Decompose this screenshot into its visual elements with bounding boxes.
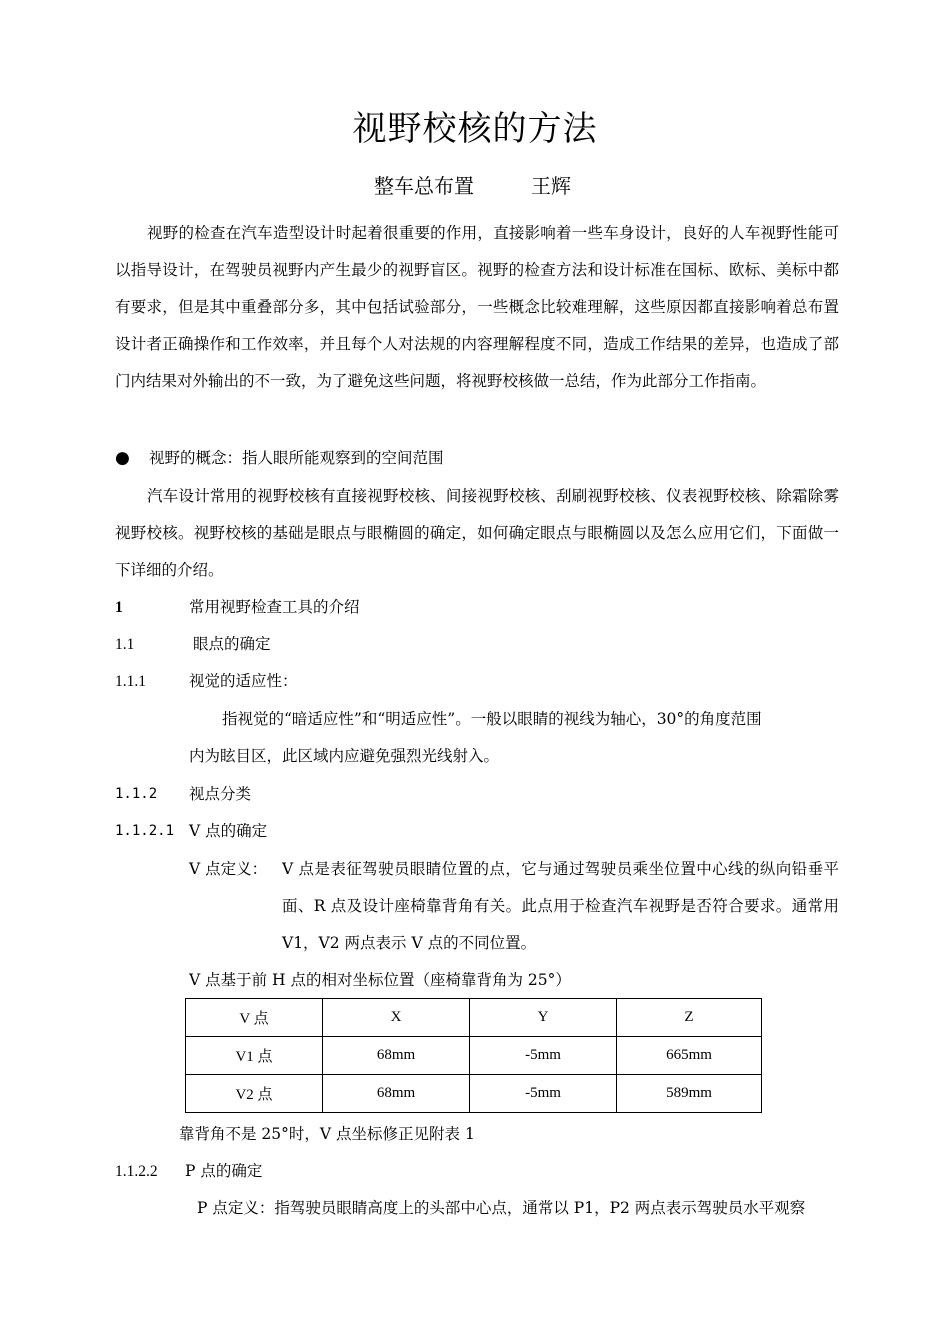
section-heading: 常用视野检查工具的介绍 bbox=[189, 598, 360, 616]
table-cell: 68mm bbox=[323, 1075, 470, 1113]
subtitle-author: 王辉 bbox=[531, 174, 571, 198]
section-number: 1.1 bbox=[115, 636, 135, 653]
table-header-cell: Z bbox=[617, 999, 762, 1037]
section-number: 1.1.2 bbox=[115, 786, 158, 802]
section-number: 1.1.2.1 bbox=[115, 823, 175, 839]
table-header-cell: Y bbox=[470, 999, 617, 1037]
table-cell: 68mm bbox=[323, 1037, 470, 1075]
bullet-text: 视野的概念：指人眼所能观察到的空间范围 bbox=[149, 449, 444, 467]
table-header-cell: X bbox=[323, 999, 470, 1037]
table-header-row bbox=[186, 999, 762, 1037]
bullet-item bbox=[115, 440, 444, 477]
table-cell: -5mm bbox=[470, 1037, 617, 1075]
table-cell: 589mm bbox=[617, 1075, 762, 1113]
section-heading: 视点分类 bbox=[189, 785, 252, 803]
body-text: 内为眩目区，此区域内应避免强烈光线射入。 bbox=[189, 747, 500, 765]
table-cell: V2 点 bbox=[186, 1075, 323, 1113]
intro-paragraph: 视野的检查在汽车造型设计时起着很重要的作用，直接影响着一些车身设计，良好的人车视野性能可以指导设计，在驾驶员视野内产生最少的视野盲区。视野的检查方法和设计标准在国标、欧标、美标中都有要求，但是其中重叠部分多，其中包括试验部分，一些概念比较难理解，这些原因都直接影响着总布置设计者正确操作和工作效率，并且每个人对法规的内容理解程度不同，造成工作结果的差异，也造成了部门内结果对外输出的不一致，为了避免这些问题，将视野校核做一总结，作为此部分工作指南。 bbox=[115, 224, 839, 390]
table-row bbox=[186, 1075, 762, 1113]
section-number: 1.1.1 bbox=[115, 673, 146, 690]
table-cell: 665mm bbox=[617, 1037, 762, 1075]
v-point-table bbox=[185, 998, 762, 1113]
table-cell: -5mm bbox=[470, 1075, 617, 1113]
body-text: P 点定义：指驾驶员眼睛高度上的头部中心点，通常以 P1，P2 两点表示驾驶员水平观察 bbox=[197, 1199, 806, 1217]
tools-paragraph: 汽车设计常用的视野校核有直接视野校核、间接视野校核、刮刷视野校核、仪表视野校核、除霜除雾视野校核。视野校核的基础是眼点与眼椭圆的确定，如何确定眼点与眼椭圆以及怎么应用它们，下面做一下详细的介绍。 bbox=[115, 487, 839, 579]
section-number: 1.1.2.2 bbox=[115, 1163, 158, 1180]
definition-text: V 点是表征驾驶员眼睛位置的点，它与通过驾驶员乘坐位置中心线的纵向铅垂平面、R 点及设计座椅靠背角有关。此点用于检查汽车视野是否符合要求。通常用 V1，V2 两点表示 V 点的不同位置。 bbox=[282, 860, 839, 952]
table-caption: V 点基于前 H 点的相对坐标位置（座椅靠背角为 25°） bbox=[189, 971, 571, 989]
definition-label: V 点定义： bbox=[189, 860, 268, 878]
table-cell: V1 点 bbox=[186, 1037, 323, 1075]
body-text: 指视觉的“暗适应性”和“明适应性”。一般以眼睛的视线为轴心，30°的角度范围 bbox=[222, 710, 762, 728]
table-row bbox=[186, 1037, 762, 1075]
section-heading: V 点的确定 bbox=[189, 822, 268, 840]
section-heading: 视觉的适应性： bbox=[189, 672, 298, 690]
table-note: 靠背角不是 25°时，V 点坐标修正见附表 1 bbox=[179, 1125, 475, 1143]
table-header-cell: V 点 bbox=[186, 999, 323, 1037]
section-heading: 眼点的确定 bbox=[193, 635, 271, 653]
section-number: 1 bbox=[115, 599, 123, 616]
bullet-icon: ● bbox=[115, 448, 130, 468]
subtitle-dept: 整车总布置 bbox=[374, 174, 474, 198]
page-title: 视野校核的方法 bbox=[352, 109, 598, 149]
section-heading: P 点的确定 bbox=[185, 1162, 263, 1180]
